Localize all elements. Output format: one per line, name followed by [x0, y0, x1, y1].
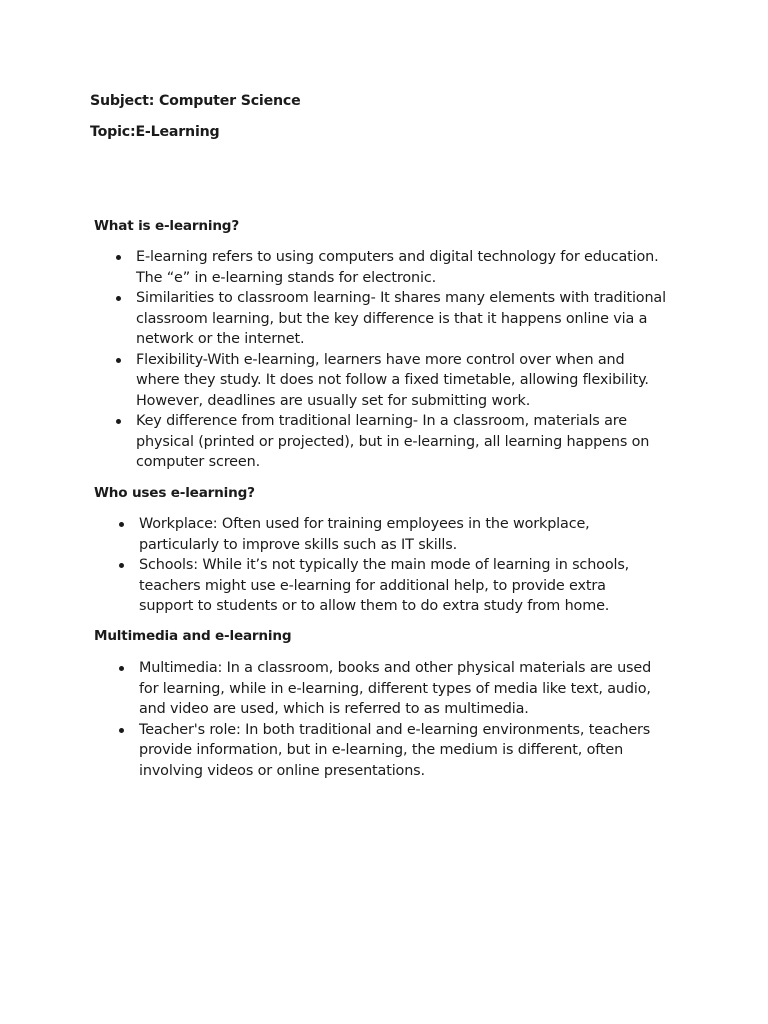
- section-heading-multimedia-and-e-learning: Multimedia and e-learning: [94, 628, 292, 644]
- bullet-list-what-is-e-learning: [136, 247, 696, 473]
- list-item: Multimedia: In a classroom, books and other physical materials are used for learning, while in e-learning, different types of media like text, audio, and video are used, which is referred to as multimedia.: [139, 658, 699, 720]
- list-item: Similarities to classroom learning- It shares many elements with traditional classroom learning, but the key difference is that it happens online via a network or the internet.: [136, 288, 696, 350]
- bullet-list-multimedia-and-e-learning: [139, 658, 699, 781]
- section-heading-what-is-e-learning: What is e-learning?: [94, 218, 240, 234]
- bullet-icon: [116, 255, 121, 260]
- list-item: E-learning refers to using computers and digital technology for education. The “e” in e-learning stands for electronic.: [136, 247, 696, 288]
- bullet-icon: [119, 522, 124, 527]
- list-item: Key difference from traditional learning- In a classroom, materials are physical (printed or projected), but in e-learning, all learning happens on computer screen.: [136, 411, 696, 473]
- list-item: Flexibility-With e-learning, learners have more control over when and where they study. It does not follow a fixed timetable, allowing flexibility. However, deadlines are usually set for submitting work.: [136, 350, 696, 412]
- subject-line: Subject: Computer Science: [90, 93, 301, 109]
- bullet-icon: [116, 419, 121, 424]
- section-heading-who-uses-e-learning: Who uses e-learning?: [94, 485, 255, 501]
- bullet-icon: [116, 358, 121, 363]
- topic-line: Topic:E-Learning: [90, 124, 220, 140]
- bullet-icon: [116, 296, 121, 301]
- bullet-icon: [119, 728, 124, 733]
- bullet-icon: [119, 563, 124, 568]
- list-item: Workplace: Often used for training employees in the workplace, particularly to improve skills such as IT skills.: [139, 514, 699, 555]
- bullet-list-who-uses-e-learning: [139, 514, 699, 617]
- list-item: Schools: While it’s not typically the main mode of learning in schools, teachers might use e-learning for additional help, to provide extra support to students or to allow them to do extra study from home.: [139, 555, 699, 617]
- bullet-icon: [119, 666, 124, 671]
- list-item: Teacher's role: In both traditional and e-learning environments, teachers provide information, but in e-learning, the medium is different, often involving videos or online presentations.: [139, 720, 699, 782]
